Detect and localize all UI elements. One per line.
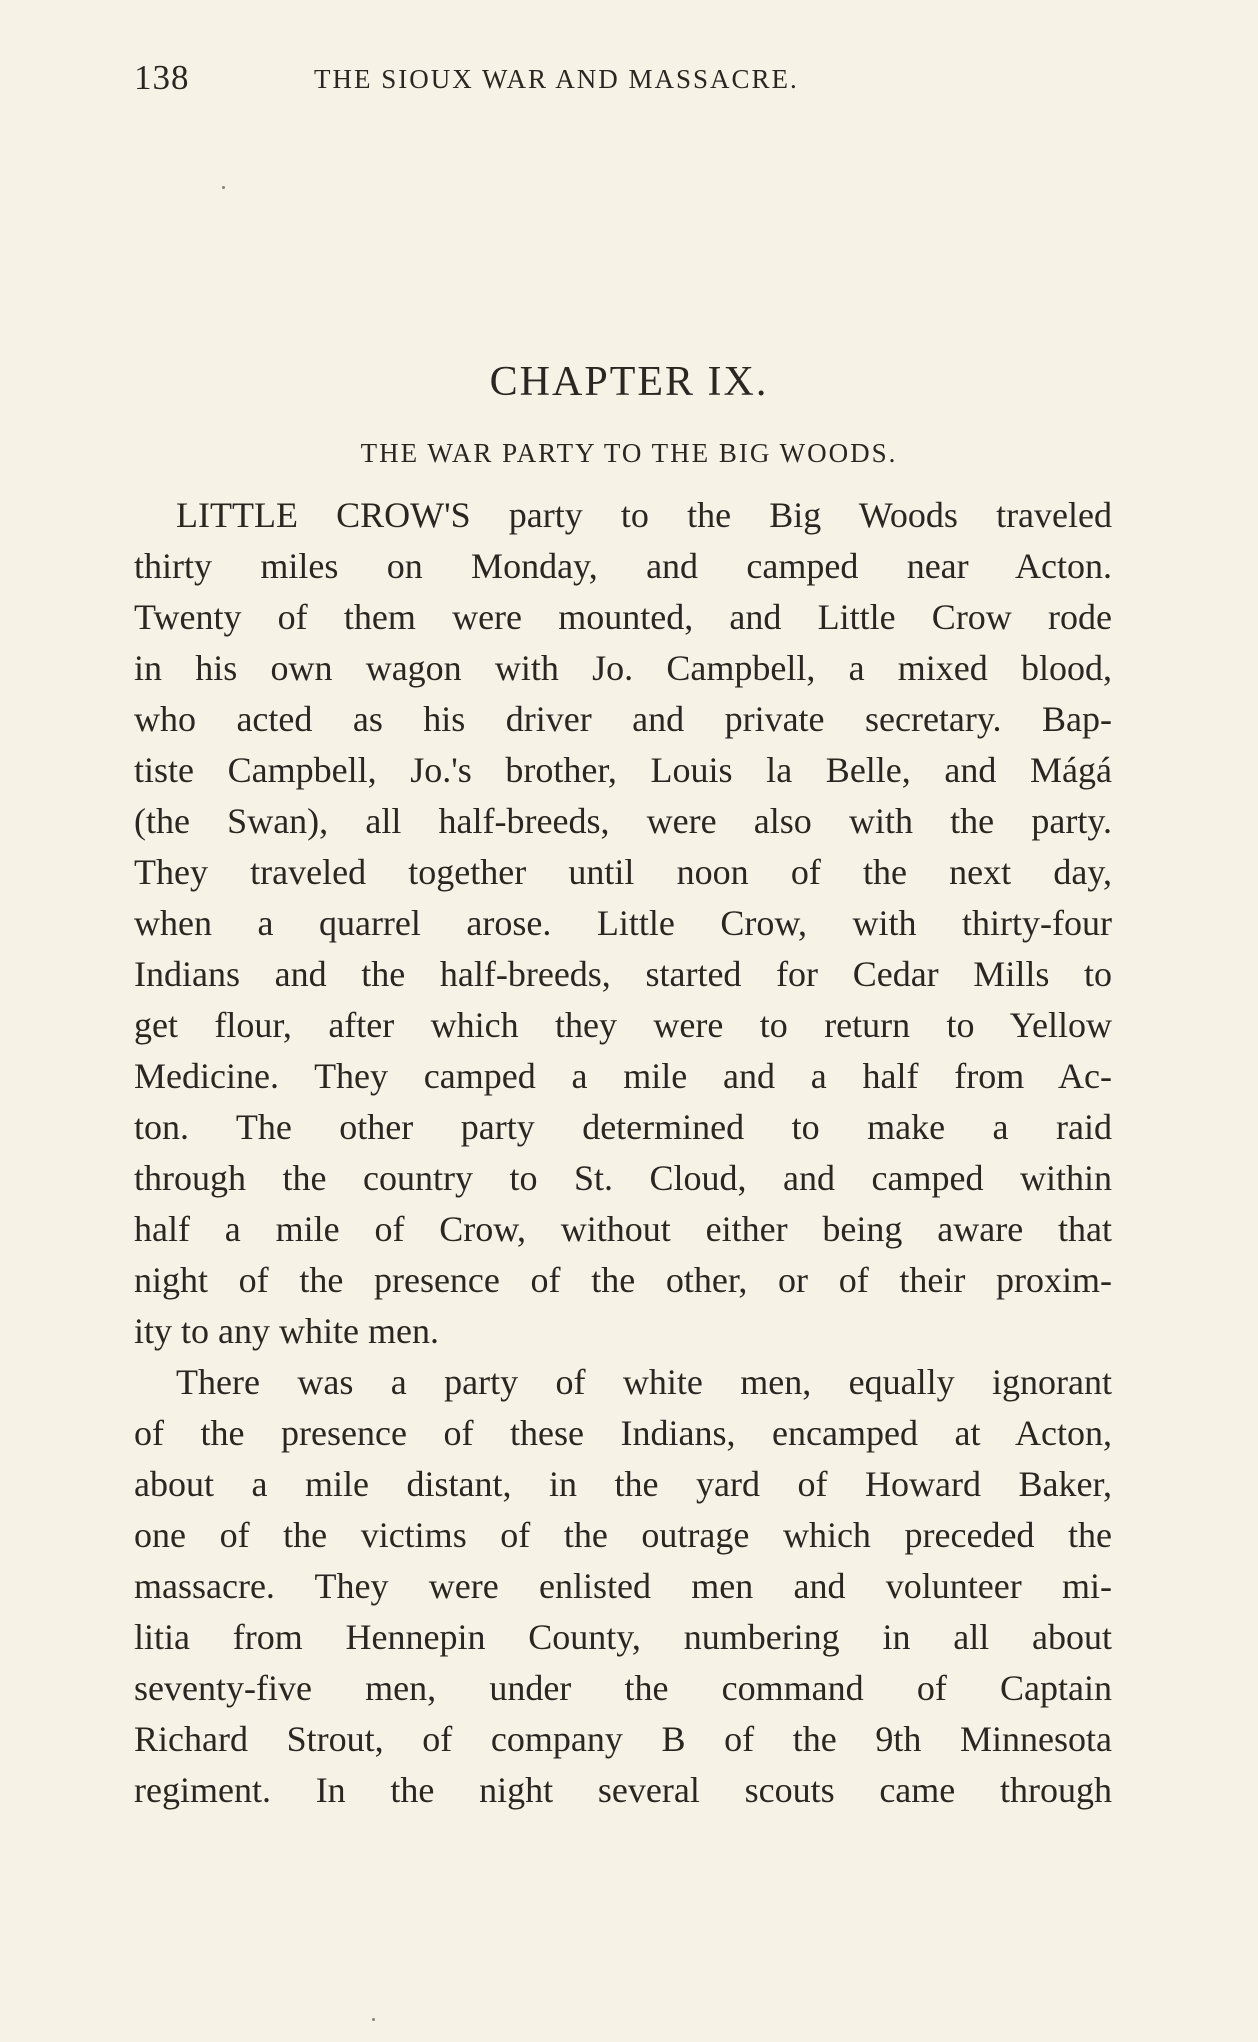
paper-speck — [372, 2018, 375, 2021]
text-line: who acted as his driver and private secretary. Bap- — [134, 699, 1112, 739]
text-line: thirty miles on Monday, and camped near Acton. — [134, 546, 1112, 586]
text-line: tiste Campbell, Jo.'s brother, Louis la Belle, and Mágá — [134, 750, 1112, 790]
text-line: regiment. In the night several scouts came through — [134, 1770, 1112, 1810]
text-line: (the Swan), all half-breeds, were also with the party. — [134, 801, 1112, 841]
text-line: night of the presence of the other, or of their proxim- — [134, 1260, 1112, 1300]
text-line: Richard Strout, of company B of the 9th Minnesota — [134, 1719, 1112, 1759]
text-line: half a mile of Crow, without either being aware that — [134, 1209, 1112, 1249]
text-line: ton. The other party determined to make a raid — [134, 1107, 1112, 1147]
running-head — [134, 58, 1134, 98]
text-line: one of the victims of the outrage which preceded the — [134, 1515, 1112, 1555]
text-line: litia from Hennepin County, numbering in all about — [134, 1617, 1112, 1657]
chapter-title: CHAPTER IX. — [489, 359, 769, 405]
paper-speck — [222, 186, 225, 189]
chapter-subtitle: THE WAR PARTY TO THE BIG WOODS. — [360, 438, 898, 468]
text-line: massacre. They were enlisted men and volunteer mi- — [134, 1566, 1112, 1606]
text-line: There was a party of white men, equally ignorant — [176, 1362, 1112, 1402]
text-line: in his own wagon with Jo. Campbell, a mixed blood, — [134, 648, 1112, 688]
page-number: 138 — [134, 58, 190, 97]
text-line: They traveled together until noon of the next day, — [134, 852, 1112, 892]
text-line: Indians and the half-breeds, started for Cedar Mills to — [134, 954, 1112, 994]
running-title: THE SIOUX WAR AND MASSACRE. — [314, 64, 799, 94]
text-line: through the country to St. Cloud, and camped within — [134, 1158, 1112, 1198]
text-line: seventy-five men, under the command of Captain — [134, 1668, 1112, 1708]
body-text — [134, 490, 1112, 1816]
text-line: ity to any white men. — [134, 1311, 439, 1351]
text-line: Twenty of them were mounted, and Little Crow rode — [134, 597, 1112, 637]
text-line: of the presence of these Indians, encamped at Acton, — [134, 1413, 1112, 1453]
text-line: get flour, after which they were to return to Yellow — [134, 1005, 1112, 1045]
text-line: LITTLE CROW'S party to the Big Woods traveled — [176, 495, 1112, 535]
text-line: about a mile distant, in the yard of Howard Baker, — [134, 1464, 1112, 1504]
text-line: when a quarrel arose. Little Crow, with thirty-four — [134, 903, 1112, 943]
text-line: Medicine. They camped a mile and a half from Ac- — [134, 1056, 1112, 1096]
